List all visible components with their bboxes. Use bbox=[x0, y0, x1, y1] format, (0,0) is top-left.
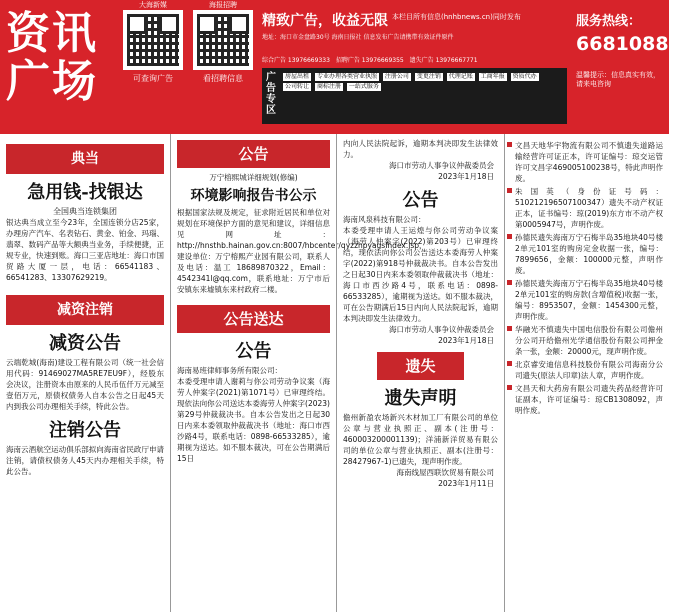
brand-line-1: 资讯 bbox=[6, 8, 98, 59]
notice2-title: 公告 bbox=[402, 190, 439, 211]
qr-code-1[interactable] bbox=[123, 10, 183, 70]
qr-1-caption: 可查询广告 bbox=[133, 74, 173, 83]
cont-sign: 海口市劳动人事争议仲裁委员会 bbox=[389, 161, 494, 170]
lost-sign: 海南线屋西联饮贸易有限公司 bbox=[396, 468, 494, 477]
section-bar-lost: 遗失 bbox=[377, 352, 464, 380]
service-title: 公告 bbox=[235, 341, 272, 362]
tel-lost: 遗失广告 13976667771 bbox=[409, 57, 478, 64]
ad-cell: 变更注销 bbox=[416, 73, 441, 80]
column-1 bbox=[0, 134, 170, 612]
ad-cell: 房屋出租 bbox=[285, 73, 310, 80]
cont-date: 2023年1月18日 bbox=[438, 172, 494, 181]
header-slogan: 精致广告，收益无限 bbox=[262, 13, 388, 29]
brand-logo bbox=[0, 0, 118, 134]
lost-item: 文昌天地华宇物流有限公司不慎遗失道路运输经营许可证正本，许可证编号：琼交运管许可文昌字469005100238号，特此声明作废。 bbox=[505, 138, 669, 184]
column-3 bbox=[336, 134, 504, 612]
hotline bbox=[576, 10, 682, 89]
qr-2-caption: 看招聘信息 bbox=[203, 74, 243, 83]
column-4 bbox=[504, 134, 669, 612]
ad-cell: 一站式服务 bbox=[348, 83, 379, 90]
brand-line-2: 广场 bbox=[6, 56, 98, 107]
notice2-date: 2023年1月18日 bbox=[438, 336, 494, 345]
cancel-body: 海南云酒航空运动俱乐部拟向海南省民政厅申请注销，请债权债务人45天内办理相关手续，特此公告。 bbox=[6, 445, 164, 476]
section-bar-notice: 公告 bbox=[177, 140, 330, 168]
cont-body: 内向人民法院起诉，逾期本判决即发生法律效力。 bbox=[343, 139, 498, 159]
notice2-sign: 海口市劳动人事争议仲裁委员会 bbox=[389, 325, 494, 334]
hotline-number[interactable]: 66810888 bbox=[576, 33, 682, 55]
notice-body: 根据国家法规及规定，征求附近居民和单位对规划在环境保护方面的意见和建议，详细信息见网址：http://hnsthb.hainan.gov.cn:8007/hbcenter/qyzzhpyagsIndex.jsp，建设单位：万宁榕熙产业园有限公司，联系人及电话：温工 18689870322，Email：4542341l@qq.com，联系地址：万宁市后安镇东来墟镇东来村政府二楼。 bbox=[177, 208, 427, 294]
qr-2-top-label: 海报招聘 bbox=[209, 1, 237, 9]
lost-item: 华融光不慎遗失中国电信股份有限公司儋州分公司开给儋州光学通信股份有限公司押金条一张，金额：20000元，现声明作废。 bbox=[505, 322, 669, 357]
lost-title: 遗失声明 bbox=[384, 388, 457, 409]
lost-item: 孙德民遗失海南万宁石梅半岛35地块40号楼2单元101室的购房定金收据一张，编号：7899656，金额：100000元整，声明作废。 bbox=[505, 230, 669, 276]
reduce-body: 云端乾城(海南)建设工程有限公司（统一社会信用代码：91469027MA5RE7EU9F），经股东会决议，注册资本由原来的人民币伍仟万元减至壹佰万元，原债权债务人自本公告之日起45天内到我公司办理相关手续，特此公告。 bbox=[6, 358, 164, 411]
ad-cell: 专业办理各类营业执照 bbox=[316, 73, 377, 80]
notice-intro: 万宁榕熙城详细规划(修编) bbox=[209, 173, 298, 182]
qr-code-2[interactable] bbox=[193, 10, 253, 70]
header-phone-row bbox=[262, 55, 567, 64]
header-address: 地址：海口市金盘路30号 海南日报社 信息发布广告请携带有效证件原件 bbox=[262, 34, 454, 41]
hotline-label: 服务热线： bbox=[576, 14, 642, 29]
header-slogan-sub: 本栏目所有信息(hnhbnews.cn)同时发布 bbox=[392, 13, 521, 21]
cancel-title: 注销公告 bbox=[49, 420, 121, 441]
notice2-from: 海南风泉科技有限公司： bbox=[343, 215, 426, 224]
lost-item: 孙德民遗失海南万宁石梅半岛35地块40号楼2单元101室的购房款(含增值税)收据一张，编号：8953507，金额：1454300元整，声明作废。 bbox=[505, 276, 669, 322]
pawn-subtitle: 全国典当连锁集团 bbox=[53, 207, 117, 216]
lost-body: 儋州新盈农场新兴木材加工厂有限公司的单位公章与营业执照正、副本(注册号：460003200001139)；洋浦新洋贸易有限公司的单位公章与营业执照正、副本(注册号：28427967-1)已遗失，现声明作废。 bbox=[343, 413, 498, 466]
reduce-title: 减资公告 bbox=[49, 333, 121, 354]
ad-cell: 工商年报 bbox=[480, 73, 505, 80]
tel-recruit: 招聘广告 13976669355 bbox=[335, 57, 404, 64]
lost-item: 朱国英（身份证号码：510212196507100347）遗失不动产权证正本，证书编号：琼(2019)东方市不动产权第0005947号，声明作废。 bbox=[505, 184, 669, 230]
ad-zone-cells bbox=[282, 72, 564, 92]
ad-cell: 公司转让 bbox=[285, 83, 310, 90]
ad-cell: 注册公司 bbox=[384, 73, 409, 80]
lost-item: 北京睿安迪信息科技股份有限公司海南分公司遗失(原法人印章)法人章，声明作废。 bbox=[505, 357, 669, 381]
lost-date: 2023年1月11日 bbox=[438, 479, 494, 488]
service-body: 本委受理申请人谢莉与你公司劳动争议案（海劳人仲案字(2021)第1071号）已审理终结。现依法向你公司送达本委海劳人仲案字(2023)第29号仲裁裁决书。自本公告发出之日起30日内来本委领取仲裁裁决书（地址：海口市西沙路4号，联系电话：0898-66533285），逾期视为送达。如不服本裁决，可在公告期满后15日 bbox=[177, 377, 330, 463]
section-bar-pawn: 典当 bbox=[6, 144, 164, 174]
pawn-body: 银达典当成立至今23年，全国连锁分店25家，办理房产汽车、名表钻石、黄金、铂金、玛瑙、翡翠、数码产品等大额典当业务，手续便捷，正规专业，快速到账。海口三亚店地址：海口市国贸路大厦一层，电话：66541183、66541283、13307629219。 bbox=[6, 218, 164, 282]
ad-cell: 代理记账 bbox=[448, 73, 473, 80]
lost-item: 文昌天和大药房有限公司遗失药品经营许可证副本，许可证编号：琼CB1308092，声明作废。 bbox=[505, 381, 669, 416]
ad-zone-tag: 广告专区 bbox=[266, 72, 276, 116]
service-from: 海南易班律师事务所有限公司： bbox=[177, 366, 282, 375]
classified-header bbox=[0, 0, 682, 134]
qr-1-top-label: 大海新媒 bbox=[139, 1, 167, 9]
section-bar-service: 公告送达 bbox=[177, 305, 330, 333]
ad-cell: 资质代办 bbox=[512, 73, 537, 80]
notice-title: 环境影响报告书公示 bbox=[190, 188, 317, 204]
pawn-title: 急用钱-找银达 bbox=[27, 182, 143, 203]
notice2-body: 本委受理申请人王运煌与你公司劳动争议案（海劳人仲案字(2022)第203号）已审理终结，现依法向你公司公告送达本委海劳人仲案字(2022)第918号仲裁裁决书。自本公告发出之日起30日内来本委领取仲裁裁决书（地址：海口市西沙路4号，联系电话：0898-66533285），逾期视为送达。如不服本裁决，可在公告期满后15日内向人民法院起诉，逾期本判决即发生法律效力。 bbox=[343, 226, 498, 323]
tel-comprehensive: 综合广告 13976669333 bbox=[262, 57, 330, 64]
ad-cell: 商标注册 bbox=[316, 83, 341, 90]
hotline-note: 温馨提示：信息真实有效，请来电咨询 bbox=[576, 71, 660, 88]
section-bar-reduce: 减资注销 bbox=[6, 295, 164, 325]
